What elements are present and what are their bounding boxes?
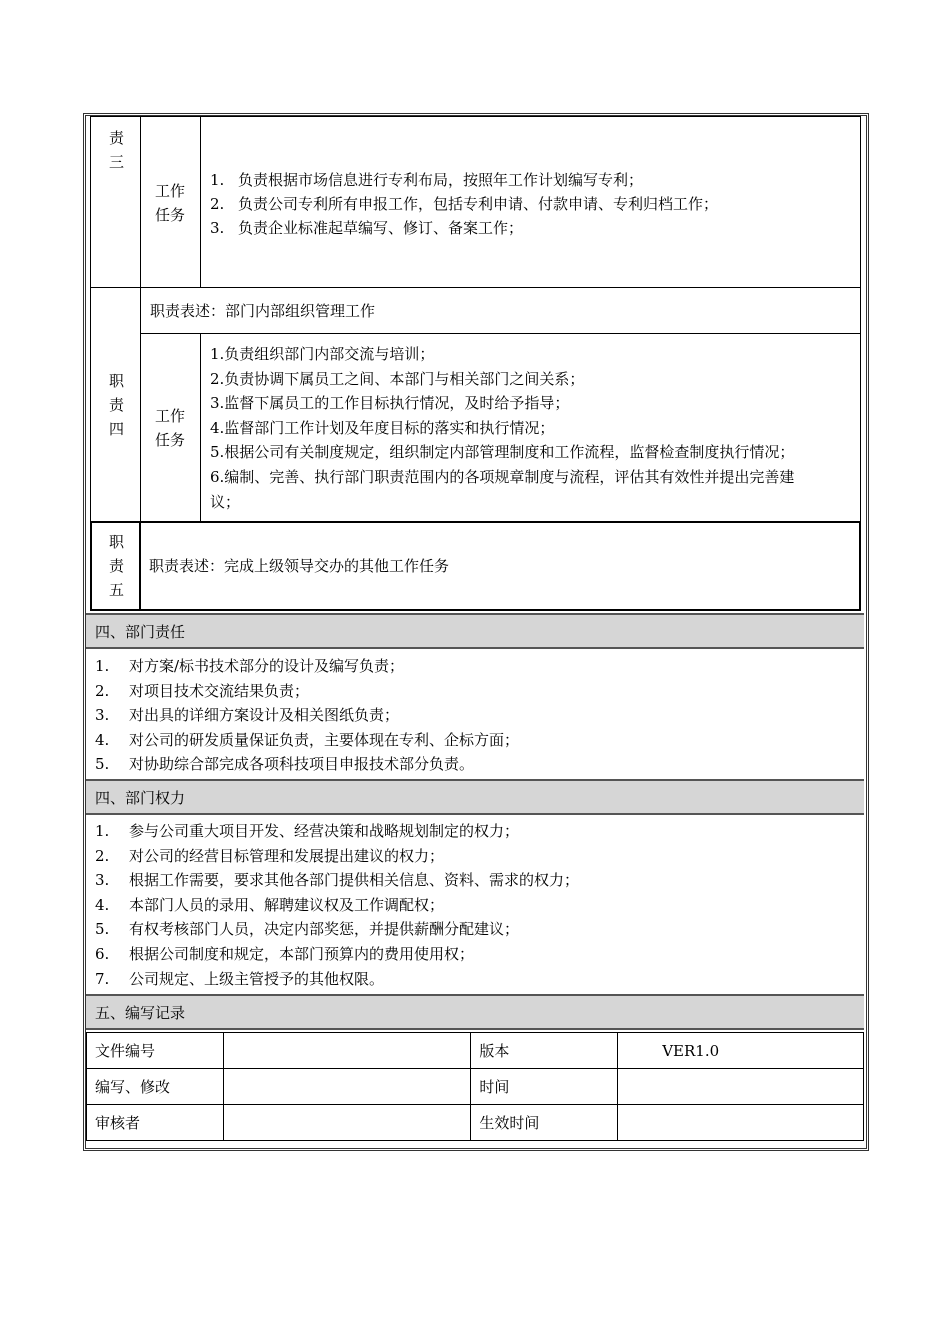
task-item: 2.负责协调下属员工之间、本部门与相关部门之间关系； [210,369,585,388]
record-value-author [223,1069,471,1105]
list-item [95,752,519,777]
record-label-effective-time: 生效时间 [471,1105,618,1141]
task-text: 负责公司专利所有申报工作，包括专利申请、付款申请、专利归档工作； [238,195,719,213]
list-item [95,728,519,753]
responsibility-list [95,654,519,777]
duty3-task-label [155,179,185,227]
task-item: 5.根据公司有关制度规定，组织制定内部管理制度和工作流程，监督检查制度执行情况； [210,443,795,462]
record-value-version: VER1.0 [618,1033,864,1069]
section-title: 四、部门权力 [95,789,186,807]
item-num: 3. [95,706,110,725]
list-item [95,819,579,844]
task-item [210,216,718,240]
item-num: 2. [95,681,110,700]
duty4-task-list [210,342,794,514]
item-text: 本部门人员的录用、解聘建议权及工作调配权； [129,895,445,914]
task-num: 2. [210,195,225,213]
list-item [95,917,579,942]
task-num: 3. [210,219,225,237]
list-item [95,942,579,967]
task-item [210,192,718,216]
task-item: 议； [210,492,241,511]
table-row [87,1033,864,1069]
task-item: 1.负责组织部门内部交流与培训； [210,345,435,363]
item-text: 参与公司重大项目开发、经营决策和战略规划制定的权力； [129,822,520,840]
item-text: 对公司的经营目标管理和发展提出建议的权力； [129,846,445,865]
list-item [95,844,579,869]
record-label-time: 时间 [471,1069,618,1105]
task-item [210,168,718,192]
task-item: 6.编制、完善、执行部门职责范围内的各项规章制度与流程，评估其有效性并提出完善建 [210,467,795,486]
task-label-line: 工作 [155,407,186,425]
list-item [95,654,519,679]
record-value-file-no [223,1033,471,1069]
record-label-author: 编写、修改 [87,1069,224,1105]
duty4-label-char: 责 [108,396,124,414]
record-label-version: 版本 [471,1033,618,1069]
item-num: 1. [95,657,110,675]
task-label-line: 工作 [155,182,186,200]
item-num: 5. [95,920,110,939]
item-text: 公司规定、上级主管授予的其他权限。 [129,969,385,988]
table-row [87,1069,864,1105]
item-text: 对公司的研发质量保证负责，主要体现在专利、企标方面； [129,730,520,749]
responsibility-header [86,613,864,649]
item-text: 有权考核部门人员，决定内部奖惩，并提供薪酬分配建议； [129,920,520,939]
task-num: 1. [210,171,225,189]
record-value-effective-time [618,1105,864,1141]
item-text: 对协助综合部完成各项科技项目申报技术部分负责。 [129,755,475,774]
section-title: 五、编写记录 [95,1004,186,1022]
table-row [87,1105,864,1141]
task-text: 负责根据市场信息进行专利布局，按照年工作计划编写专利； [238,171,644,189]
section-title: 四、部门责任 [95,623,186,641]
task-label-line: 任务 [155,206,186,224]
duty3-task-list [210,168,718,240]
duty3-label [93,126,140,174]
record-value-time [618,1069,864,1105]
duty5-label-char: 责 [108,557,124,575]
item-num: 3. [95,871,110,890]
task-item: 4.监督部门工作计划及年度目标的落实和执行情况； [210,418,555,437]
record-label-file-no: 文件编号 [87,1033,224,1069]
duty5-label-char: 五 [108,581,124,599]
task-label-line: 任务 [155,431,186,449]
task-text: 负责企业标准起草编写、修订、备案工作； [238,219,524,237]
authority-header [86,779,864,815]
record-value-reviewer [223,1105,471,1141]
item-text: 对项目技术交流结果负责； [129,681,310,700]
duty5-label [93,530,140,602]
item-num: 4. [95,730,110,749]
list-item [95,679,519,704]
item-num: 2. [95,846,110,865]
duty3-label-char: 责 [108,129,124,147]
duty4-task-label [155,404,185,452]
record-table [86,1032,864,1141]
item-num: 7. [95,969,110,988]
record-header [86,994,864,1030]
duty4-label-char: 四 [108,420,124,438]
record-label-reviewer: 审核者 [87,1105,224,1141]
list-item [95,893,579,918]
list-item [95,868,579,893]
item-text: 根据公司制度和规定，本部门预算内的费用使用权； [129,944,475,963]
authority-list [95,819,579,991]
item-text: 根据工作需要，要求其他各部门提供相关信息、资料、需求的权力； [129,871,580,890]
duty4-label [93,369,140,441]
item-num: 1. [95,822,110,840]
duty5-label-char: 职 [108,533,124,551]
item-text: 对方案/标书技术部分的设计及编写负责； [129,657,405,675]
duty3-label-char: 三 [108,153,124,171]
list-item [95,703,519,728]
task-item: 3.监督下属员工的工作目标执行情况，及时给予指导； [210,394,570,413]
item-num: 5. [95,755,110,774]
duty5-statement: 职责表述：完成上级领导交办的其他工作任务 [149,557,450,575]
item-text: 对出具的详细方案设计及相关图纸负责； [129,706,400,725]
item-num: 4. [95,895,110,914]
duty4-label-char: 职 [108,372,124,390]
item-num: 6. [95,944,110,963]
list-item [95,967,579,992]
duty4-statement: 职责表述：部门内部组织管理工作 [150,302,376,320]
